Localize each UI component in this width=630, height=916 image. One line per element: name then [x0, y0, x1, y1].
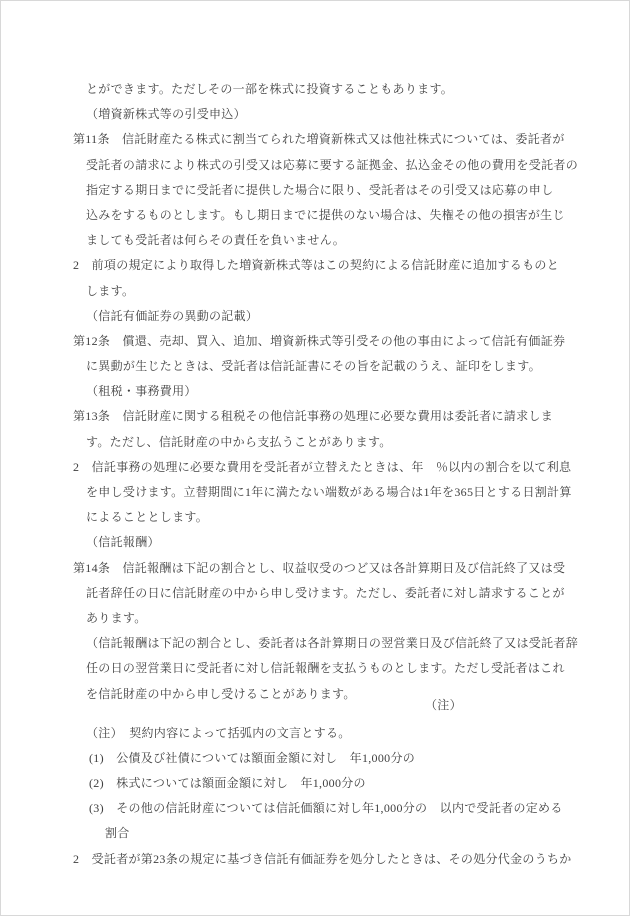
margin-note-marker: （注）	[425, 697, 462, 712]
document-line-text: 任の日の翌営業日に受託者に対し信託報酬を支払うものとします。ただし受託者はこれ	[86, 661, 565, 676]
document-line-text: 第14条 信託報酬は下記の割合とし、収益収受のつど又は各計算期日及び信託終了又は受	[73, 560, 566, 575]
document-line	[73, 127, 579, 152]
document-line-text: 第11条 信託財産たる株式に割当てられた増資新株式又は他社株式については、委託者が	[73, 132, 565, 147]
document-line	[73, 379, 579, 404]
document-line	[73, 530, 579, 555]
document-line-text: 込みをするものとします。もし期日までに提供のない場合は、失権その他の損害が生じ	[86, 207, 565, 222]
document-line	[73, 505, 579, 530]
document-line-text: 2 信託事務の処理に必要な費用を受託者が立替えたときは、年 ％以内の割合を以て利息	[73, 459, 572, 474]
document-line-text: （信託報酬）	[86, 535, 160, 550]
document-line	[73, 354, 579, 379]
document-line	[73, 771, 579, 796]
document-line	[73, 455, 579, 480]
document-line-text: 2 受託者が第23条の規定に基づき信託有価証券を処分したときは、その処分代金のうちか	[73, 851, 572, 866]
document-line-text: ましても受託者は何らその責任を負いません。	[86, 233, 346, 248]
document-line-text: あります。	[86, 610, 147, 625]
document-line-text: 託者辞任の日に信託財産の中から申し受けます。ただし、委託者に対し請求することが	[86, 585, 565, 600]
document-line-text: 指定する期日までに受託者に提供した場合に限り、受託者はその引受又は応募の申し	[86, 182, 554, 197]
document-line-text: を申し受けます。立替期間に1年に満たない端数がある場合は1年を365日とする日割計算	[86, 485, 572, 499]
document-line	[73, 682, 579, 712]
document-line-text: します。	[86, 283, 135, 298]
document-line-text: （信託報酬は下記の割合とし、委託者は各計算期日の翌営業日及び信託終了又は受託者辞	[86, 636, 579, 651]
document-line	[73, 480, 579, 505]
document-line-text: 第12条 償還、売却、買入、追加、増資新株式等引受その他の事由によって信託有価証券	[73, 333, 566, 348]
document-line	[73, 821, 579, 846]
document-line	[73, 581, 579, 606]
document-line	[73, 203, 579, 228]
document-body	[73, 77, 579, 872]
document-line	[73, 102, 579, 127]
document-line-text: 第13条 信託財産に関する租税その他信託事務の処理に必要な費用は委託者に請求しま	[73, 409, 554, 424]
document-line-text: に異動が生じたときは、受託者は信託証書にその旨を記載のうえ、証印をします。	[86, 359, 541, 374]
document-line-text: (2) 株式については額面金額に対し 年1,000分の	[89, 776, 366, 791]
document-line	[73, 746, 579, 771]
document-line	[73, 606, 579, 631]
document-line	[73, 847, 579, 872]
document-line	[73, 228, 579, 253]
document-line-text: (3) その他の信託財産については信託価額に対し年1,000分の 以内で受託者の定める	[89, 801, 563, 816]
document-line-text: （租税・事務費用）	[86, 384, 197, 399]
document-line	[73, 253, 579, 278]
document-line	[73, 430, 579, 455]
document-line-text: （信託有価証券の異動の記載）	[86, 308, 259, 323]
document-line	[73, 631, 579, 656]
document-line	[73, 404, 579, 429]
document-line	[73, 556, 579, 581]
document-line-text: （注） 契約内容によって括弧内の文言とする。	[86, 725, 351, 740]
document-line	[73, 721, 579, 746]
document-line	[73, 77, 579, 102]
document-line	[73, 329, 579, 354]
document-line-text: によることとします。	[86, 510, 209, 525]
document-line	[73, 153, 579, 178]
document-line-text: を信託財産の中から申し受けることがあります。	[86, 686, 356, 701]
document-line	[73, 304, 579, 329]
document-line	[73, 178, 579, 203]
document-line-text: （増資新株式等の引受申込）	[86, 107, 246, 122]
document-line-text: (1) 公債及び社債については額面金額に対し 年1,000分の	[89, 750, 416, 765]
document-line	[73, 796, 579, 821]
document-line-text: す。ただし、信託財産の中から支払うことがあります。	[86, 434, 392, 449]
document-line-text: 受託者の請求により株式の引受又は応募に要する証拠金、払込金その他の費用を受託者の	[86, 157, 579, 172]
document-line-text: とができます。ただしその一部を株式に投資することもあります。	[86, 82, 454, 96]
document-line-text: 割合	[105, 826, 130, 841]
document-line-text: 2 前項の規定により取得した増資新株式等はこの契約による信託財産に追加するものと	[73, 258, 560, 273]
document-line	[73, 656, 579, 681]
document-line	[73, 279, 579, 304]
